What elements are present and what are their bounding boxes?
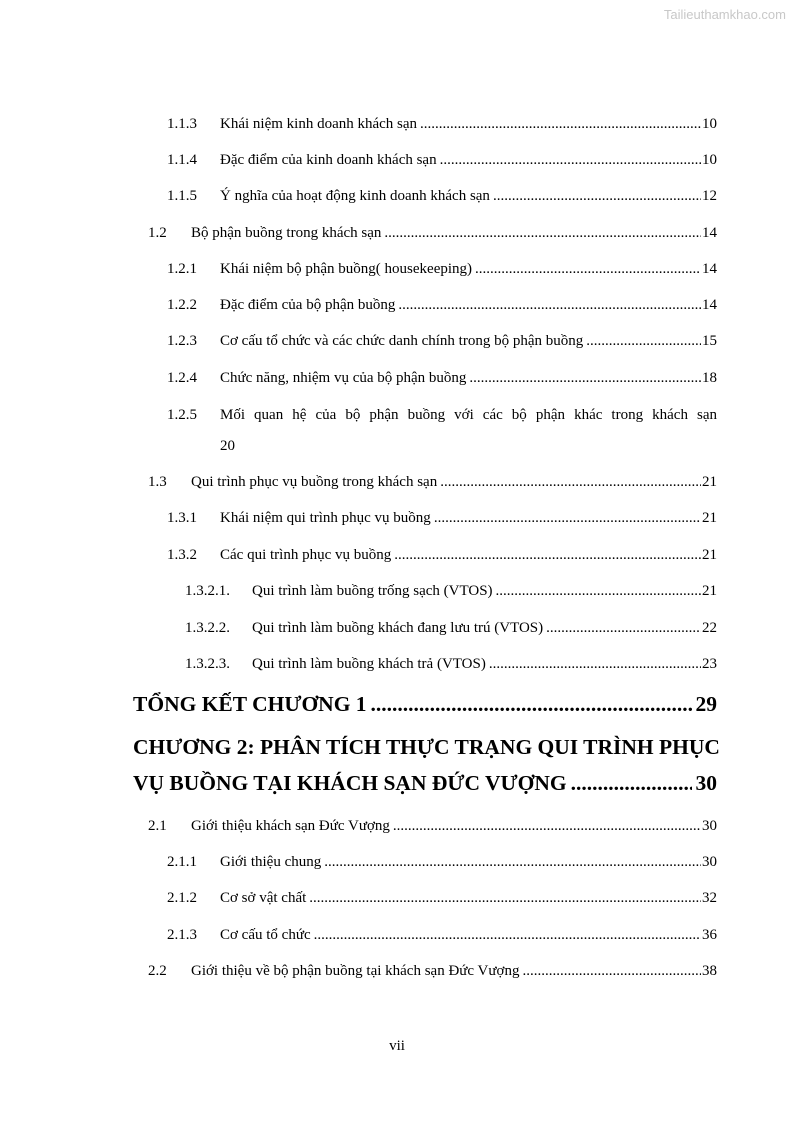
toc-number: 2.1 [148,818,167,834]
toc-number: 1.3 [148,474,167,490]
toc-number: 1.2.4 [167,370,197,386]
toc-number: 1.3.2.2. [185,620,230,636]
page-number: vii [389,1038,405,1054]
toc-leader [394,547,701,564]
toc-number: 1.3.2.3. [185,656,230,672]
toc-leader [489,656,701,673]
toc-number: 1.3.2.1. [185,583,230,599]
toc-title: Cơ sở vật chất [220,890,307,906]
toc-entry[interactable] [185,583,717,600]
toc-page: 32 [702,890,717,906]
toc-title: Qui trình phục vụ buồng trong khách sạn [191,474,438,490]
toc-leader [469,370,701,387]
toc-entry[interactable] [167,927,717,944]
chapter-2-heading-line2[interactable] [133,771,717,796]
toc-title: Giới thiệu chung [220,854,322,870]
toc-page: 30 [702,818,717,834]
toc-leader [440,152,701,169]
toc-number: 2.1.3 [167,927,197,943]
toc-leader [475,261,701,278]
toc-leader [398,297,701,314]
toc-title: Ý nghĩa của hoạt động kinh doanh khách sạn [220,188,490,204]
toc-title: Qui trình làm buồng trống sạch (VTOS) [252,583,493,599]
toc-entry[interactable] [148,818,717,835]
toc-leader [434,510,701,527]
toc-page: 21 [702,547,717,563]
toc-page: 10 [702,116,717,132]
toc-title: Mối quan hệ của bộ phận buồng với các bộ phận khác trong khách sạn [220,407,717,423]
toc-leader [309,890,701,907]
chapter-2-page: 30 [695,771,717,795]
toc-title: Đặc điểm của kinh doanh khách sạn [220,152,437,168]
toc-entry[interactable] [148,225,717,242]
toc-number: 1.2 [148,225,167,241]
toc-entry[interactable] [167,370,717,387]
toc-number: 2.2 [148,963,167,979]
toc-page: 23 [702,656,717,672]
toc-page: 14 [702,225,717,241]
toc-page: 38 [702,963,717,979]
toc-page: 30 [702,854,717,870]
toc-leader [440,474,701,491]
toc-title: Cơ cấu tổ chức [220,927,311,943]
toc-title: Khái niệm bộ phận buồng( housekeeping) [220,261,473,277]
toc-entry[interactable] [167,261,717,278]
toc-leader [496,583,701,600]
chapter-summary-page: 29 [695,692,717,716]
toc-leader [393,818,701,835]
toc-number: 2.1.2 [167,890,197,906]
toc-title: Các qui trình phục vụ buồng [220,547,392,563]
toc-page: 20 [220,438,235,454]
toc-number: 1.1.4 [167,152,197,168]
toc-number: 1.2.2 [167,297,197,313]
toc-number: 1.1.5 [167,188,197,204]
toc-page: 14 [702,261,717,277]
toc-page: 21 [702,510,717,526]
toc-page: 12 [702,188,717,204]
toc-title: Bộ phận buồng trong khách sạn [191,225,382,241]
toc-number: 2.1.1 [167,854,197,870]
chapter-2-heading-line1[interactable]: CHƯƠNG 2: PHÂN TÍCH THỰC TRẠNG QUI TRÌNH PHỤC [133,735,720,759]
toc-leader [571,771,692,796]
toc-leader [384,225,701,242]
toc-entry-wrapped[interactable] [167,400,717,462]
toc-page: 10 [702,152,717,168]
watermark: Tailieuthamkhao.com [663,7,786,22]
toc-number: 1.2.5 [167,407,197,423]
toc-entry[interactable] [167,116,717,133]
toc-number: 1.3.2 [167,547,197,563]
toc-page: 18 [702,370,717,386]
toc-entry[interactable] [167,152,717,169]
toc-entry[interactable] [167,333,717,350]
toc-leader [324,854,701,871]
toc-leader [371,692,692,717]
toc-entry[interactable] [148,963,717,980]
toc-title: Cơ cấu tổ chức và các chức danh chính trong bộ phận buồng [220,333,584,349]
toc-leader [522,963,701,980]
toc-entry[interactable] [167,547,717,564]
toc-title: Qui trình làm buồng khách đang lưu trú (VTOS) [252,620,544,636]
toc-leader [493,188,701,205]
toc-entry[interactable] [185,620,717,637]
toc-title: Đặc điểm của bộ phận buồng [220,297,396,313]
toc-title: Chức năng, nhiệm vụ của bộ phận buồng [220,370,467,386]
toc-leader [586,333,701,350]
toc-entry[interactable] [167,188,717,205]
toc-title: Giới thiệu khách sạn Đức Vượng [191,818,390,834]
toc-page: 21 [702,583,717,599]
toc-entry[interactable] [185,656,717,673]
toc-number: 1.2.3 [167,333,197,349]
toc-number: 1.3.1 [167,510,197,526]
toc-entry[interactable] [148,474,717,491]
toc-page: 14 [702,297,717,313]
toc-entry[interactable] [167,890,717,907]
chapter-summary-title: TỔNG KẾT CHƯƠNG 1 [133,692,367,716]
toc-entry[interactable] [167,297,717,314]
toc-title: Giới thiệu về bộ phận buồng tại khách sạn Đức Vượng [191,963,520,979]
toc-title: Khái niệm qui trình phục vụ buồng [220,510,431,526]
toc-page: 22 [702,620,717,636]
toc-number: 1.1.3 [167,116,197,132]
toc-leader [420,116,701,133]
toc-page: 36 [702,927,717,943]
toc-leader [314,927,701,944]
toc-leader [546,620,701,637]
toc-entry[interactable] [167,510,717,527]
toc-page: 21 [702,474,717,490]
toc-number: 1.2.1 [167,261,197,277]
toc-page: 15 [702,333,717,349]
toc-title: Khái niệm kinh doanh khách sạn [220,116,418,132]
chapter-2-title-cont: VỤ BUỒNG TẠI KHÁCH SẠN ĐỨC VƯỢNG [133,771,567,795]
chapter-summary-entry[interactable] [133,692,717,717]
toc-entry[interactable] [167,854,717,871]
toc-title: Qui trình làm buồng khách trả (VTOS) [252,656,486,672]
